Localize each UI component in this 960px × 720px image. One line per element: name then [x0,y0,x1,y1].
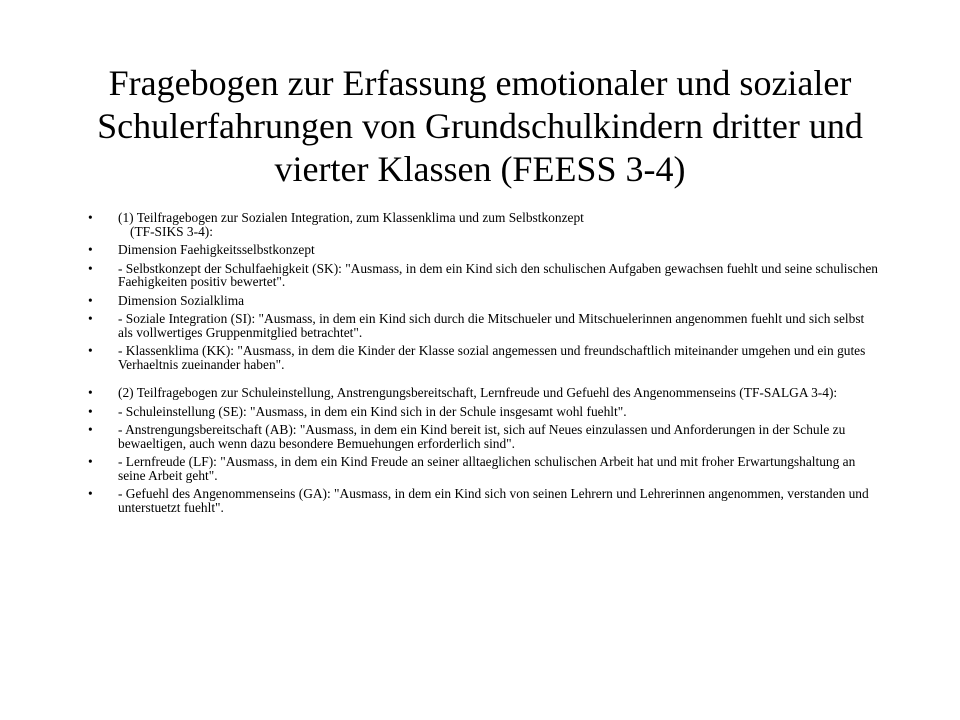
bullet-icon: • [88,343,93,358]
bullet-icon: • [88,486,93,501]
slide-title: Fragebogen zur Erfassung emotionaler und sozialer Schulerfahrungen von Grundschulkindern dritter und vierter Klassen (FEESS 3-4) [97,63,863,189]
list-item-text: - Schuleinstellung (SE): "Ausmass, in dem ein Kind sich in der Schule insgesamt wohl fuehlt". [118,403,627,419]
list-item-text: - Anstrengungsbereitschaft (AB): "Ausmass, in dem ein Kind bereit ist, sich auf Neues einzulassen und Anforderungen in der Schule zu bewaeltigen, auch wenn dazu besondere Bemuehungen erforderlich sind". [118,422,846,451]
list-item [88,312,878,339]
list-item-text: - Gefuehl des Angenommenseins (GA): "Ausmass, in dem ein Kind sich von seinen Lehrern und Lehrerinnen angenommen, verstanden und unterstuetzt fuehlt". [118,486,869,515]
bullet-icon: • [88,311,93,326]
bullet-icon: • [88,242,93,257]
list-item-text: - Selbstkonzept der Schulfaehigkeit (SK): "Ausmass, in dem ein Kind sich den schulischen Aufgaben gewachsen fuehlt und seine schulischen Faehigkeiten positiv bewertet". [118,260,879,289]
bullet-icon: • [88,422,93,437]
list-item [88,344,878,371]
list-item [88,423,878,450]
list-item [88,294,878,308]
list-item [88,243,878,257]
bullet-icon: • [88,403,93,419]
bullet-icon: • [88,454,93,469]
list-item [88,405,878,419]
bullet-icon: • [88,210,93,225]
list-item [88,455,878,482]
list-item [88,487,878,514]
bullet-icon: • [88,292,93,308]
list-item [88,262,878,289]
list-item-text: - Lernfreude (LF): "Ausmass, in dem ein Kind Freude an seiner alltaeglichen schulischen Arbeit hat und mit froher Erwartungshaltung an seine Arbeit geht". [118,454,856,483]
bullet-icon: • [88,260,93,276]
list-item [88,211,878,238]
list-item-text: (1) Teilfragebogen zur Sozialen Integration, zum Klassenklima und zum Selbstkonzept [118,210,584,225]
list-item-text: (2) Teilfragebogen zur Schuleinstellung, Anstrengungsbereitschaft, Lernfreude und Gefuehl des Angenommenseins (TF-SALGA 3-4): [118,385,838,400]
list-item-subline: (TF-SIKS 3-4): [130,223,213,239]
list-item [88,386,878,400]
list-item-text: - Klassenklima (KK): "Ausmass, in dem die Kinder der Klasse sozial angemessen und freundschaftlich miteinander umgehen und ein gutes Verhaeltnis zueinander haben". [118,343,866,372]
list-item-text: Dimension Faehigkeitsselbstkonzept [118,242,315,257]
bullet-list [88,211,878,519]
list-item-text: Dimension Sozialklima [118,292,245,308]
list-item-text: - Soziale Integration (SI): "Ausmass, in dem ein Kind sich durch die Mitschueler und Mitschuelerinnen angenommen fuehlt und sich selbst als vollwertiges Gruppenmitglied betrachtet". [118,311,865,340]
bullet-icon: • [88,385,93,400]
